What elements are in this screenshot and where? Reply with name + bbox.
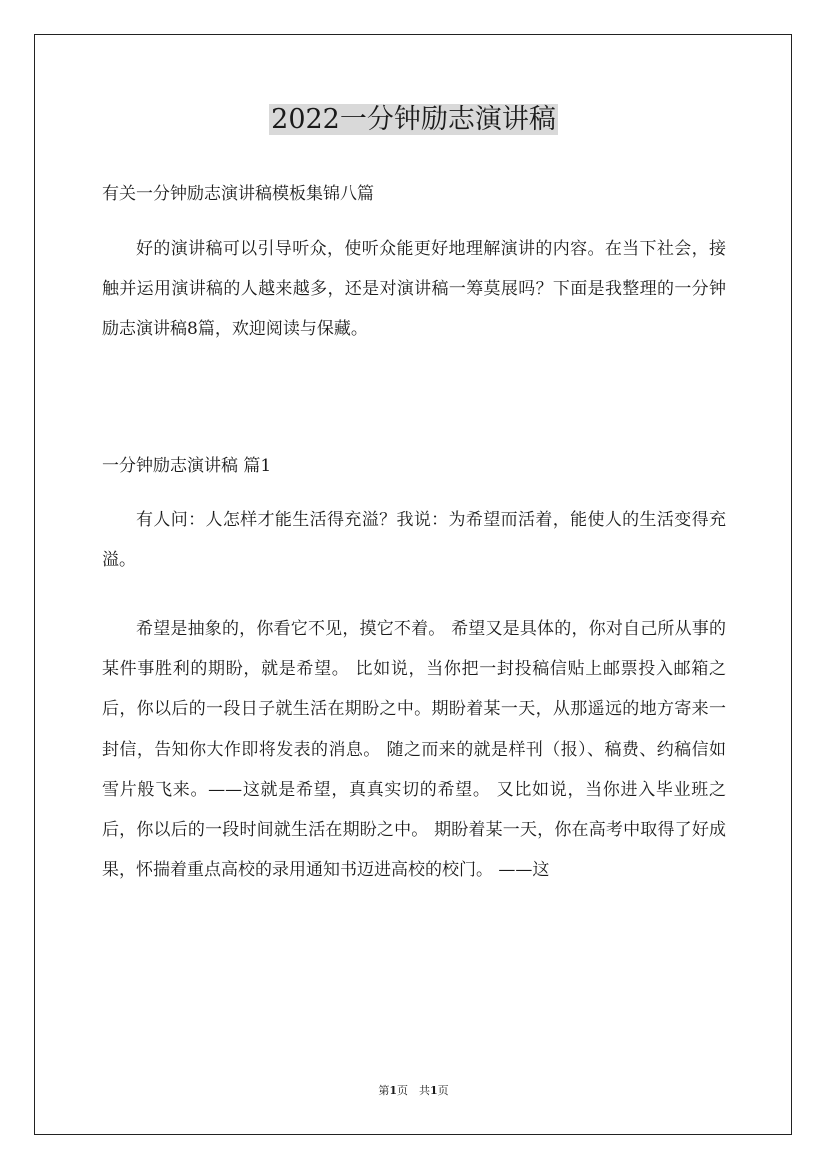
footer-total-pages: 1 <box>430 1084 438 1097</box>
intro-paragraph: 好的演讲稿可以引导听众，使听众能更好地理解演讲的内容。在当下社会，接触并运用演讲稿的人越来越多，还是对演讲稿一筹莫展吗？下面是我整理的一分钟励志演讲稿8篇，欢迎阅读与保藏。 <box>102 239 726 339</box>
footer-mid: 页 共 <box>397 1084 430 1097</box>
document-title <box>0 100 827 140</box>
footer-current-page: 1 <box>389 1084 397 1097</box>
document-title-text: 2022一分钟励志演讲稿 <box>271 104 556 135</box>
footer-suffix: 页 <box>437 1084 449 1097</box>
section-heading: 一分钟励志演讲稿 篇1 <box>102 456 272 476</box>
footer-prefix: 第 <box>378 1084 390 1097</box>
page-footer <box>0 1083 827 1099</box>
document-subtitle: 有关一分钟励志演讲稿模板集锦八篇 <box>102 184 374 204</box>
body-paragraph-1: 有人问：人怎样才能生活得充溢？我说：为希望而活着，能使人的生活变得充溢。 <box>102 510 726 570</box>
body-paragraph-2: 希望是抽象的，你看它不见，摸它不着。 希望又是具体的，你对自己所从事的某件事胜利的期盼，就是希望。 比如说，当你把一封投稿信贴上邮票投入邮箱之后，你以后的一段日子就生活在期盼之中。期盼着某一天，从那遥远的地方寄来一封信，告知你大作即将发表的消息。 随之而来的就是样刊（报）、稿费、约稿信如雪片般飞来。——这就是希望，真真实切的希望。 又比如说，当你进入毕业班之后，你以后的一段时间就生活在期盼之中。 期盼着某一天，你在高考中取得了好成果，怀揣着重点高校的录用通知书迈进高校的校门。 ——这 <box>102 619 726 881</box>
